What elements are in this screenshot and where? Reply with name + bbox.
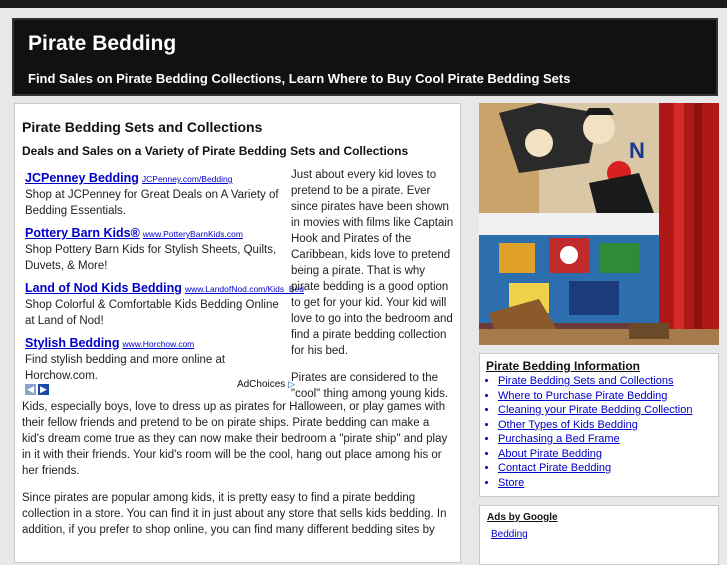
side-text — [291, 167, 455, 413]
list-item — [498, 403, 692, 418]
site-title[interactable]: Pirate Bedding — [28, 32, 177, 55]
info-panel — [479, 353, 719, 497]
top-bar — [0, 0, 727, 8]
ad-title-link[interactable]: JCPenney Bedding — [25, 171, 139, 185]
sidebar-link[interactable]: Cleaning your Pirate Bedding Collection — [498, 404, 693, 416]
ad-url-link[interactable]: www.PotteryBarnKids.com — [142, 229, 243, 239]
paragraph: Since pirates are popular among kids, it is pretty easy to find a pirate bedding collection in a store. You can find it in just about any store that sells kids bedding. In addition, if you prefer to shop online, you can find many different bedding sites by — [22, 492, 447, 536]
paragraph: Pirates are considered to the "cool" thing among young kids. — [291, 372, 449, 400]
list-item — [498, 461, 692, 476]
body-text — [22, 399, 454, 549]
ad-title-link[interactable]: Land of Nod Kids Bedding — [25, 281, 182, 295]
list-item — [498, 389, 692, 404]
ad-url-link[interactable]: www.LandofNod.com/Kids_Bed — [184, 284, 305, 294]
ad-block — [25, 169, 305, 389]
paragraph: Kids, especially boys, love to dress up as pirates for Halloween, or play games with their fellow friends and pretend to be on pirate ships. Pirate bedding can make a kid's dream come true as they can now make their bedroom a "pirate ship" and play in it with their friends. Your kid's room will be the cool, hang out place among his or her friends. — [22, 401, 448, 477]
ad-description: Shop Pottery Barn Kids for Stylish Sheets, Quilts, Duvets, & More! — [25, 244, 277, 272]
svg-text:N: N — [629, 138, 645, 163]
ad-url-link[interactable]: JCPenney.com/Bedding — [141, 174, 233, 184]
ad-link[interactable]: Bedding — [491, 529, 528, 540]
list-item — [498, 374, 692, 389]
pirate-bedroom-photo — [479, 103, 719, 345]
sidebar-link[interactable]: Pirate Bedding Sets and Collections — [498, 375, 674, 387]
info-link-list — [484, 374, 692, 490]
ad-description: Find stylish bedding and more online at Horchow.com. — [25, 354, 226, 382]
adchoices-link[interactable] — [237, 379, 295, 390]
ad-url-link[interactable]: www.Horchow.com — [122, 339, 195, 349]
ad-item[interactable] — [25, 334, 287, 384]
chevron-left-icon[interactable]: ◀ — [25, 384, 36, 395]
paragraph: Just about every kid loves to pretend to be a pirate. Ever since pirates have been shown in movies with films like Captain Hook and Pirates of the Caribbean, kids love to pretend being a pirate. That is why pirate bedding is a good option to get for your kid. Your kid will love to go into the bedroom and find a pirate bedding collection for his bed. — [291, 169, 454, 357]
sidebar-link[interactable]: About Pirate Bedding — [498, 447, 602, 460]
ad-item[interactable] — [25, 169, 287, 219]
article-subheading: Deals and Sales on a Variety of Pirate Bedding Sets and Collections — [22, 144, 409, 158]
ad-item[interactable] — [25, 279, 305, 329]
adchoices-icon: ▷ — [288, 379, 295, 389]
main-content — [14, 103, 461, 563]
ad-title-link[interactable]: Stylish Bedding — [25, 336, 120, 350]
sidebar-link[interactable]: Where to Purchase Pirate Bedding — [498, 389, 668, 402]
ad-title-link[interactable]: Pottery Barn Kids® — [25, 226, 140, 240]
sidebar-link[interactable]: Contact Pirate Bedding — [498, 462, 612, 474]
ad-item[interactable] — [25, 224, 287, 274]
list-item — [498, 432, 692, 447]
ad-description: Shop Colorful & Comfortable Kids Bedding Online at Land of Nod! — [25, 299, 279, 327]
chevron-right-icon[interactable]: ▶ — [38, 384, 49, 395]
sidebar-link[interactable]: Store — [498, 476, 525, 489]
adchoices-label: AdChoices — [236, 379, 286, 390]
site-tagline: Find Sales on Pirate Bedding Collections, Learn Where to Buy Cool Pirate Bedding Sets — [28, 71, 571, 86]
ad-navigation — [25, 379, 295, 394]
sidebar-link[interactable]: Other Types of Kids Bedding — [498, 418, 638, 431]
ads-panel — [479, 505, 719, 565]
list-item — [498, 418, 692, 433]
info-panel-title[interactable]: Pirate Bedding Information — [486, 359, 641, 373]
ads-by-google-link[interactable]: Ads by Google — [487, 512, 558, 523]
ad-description: Shop at JCPenney for Great Deals on A Variety of Bedding Essentials. — [25, 189, 279, 217]
photo-illustration — [479, 103, 719, 345]
list-item — [498, 476, 692, 491]
list-item — [498, 447, 692, 462]
article-heading: Pirate Bedding Sets and Collections — [22, 119, 263, 135]
site-header — [12, 18, 718, 96]
sidebar-link[interactable]: Purchasing a Bed Frame — [498, 433, 620, 445]
